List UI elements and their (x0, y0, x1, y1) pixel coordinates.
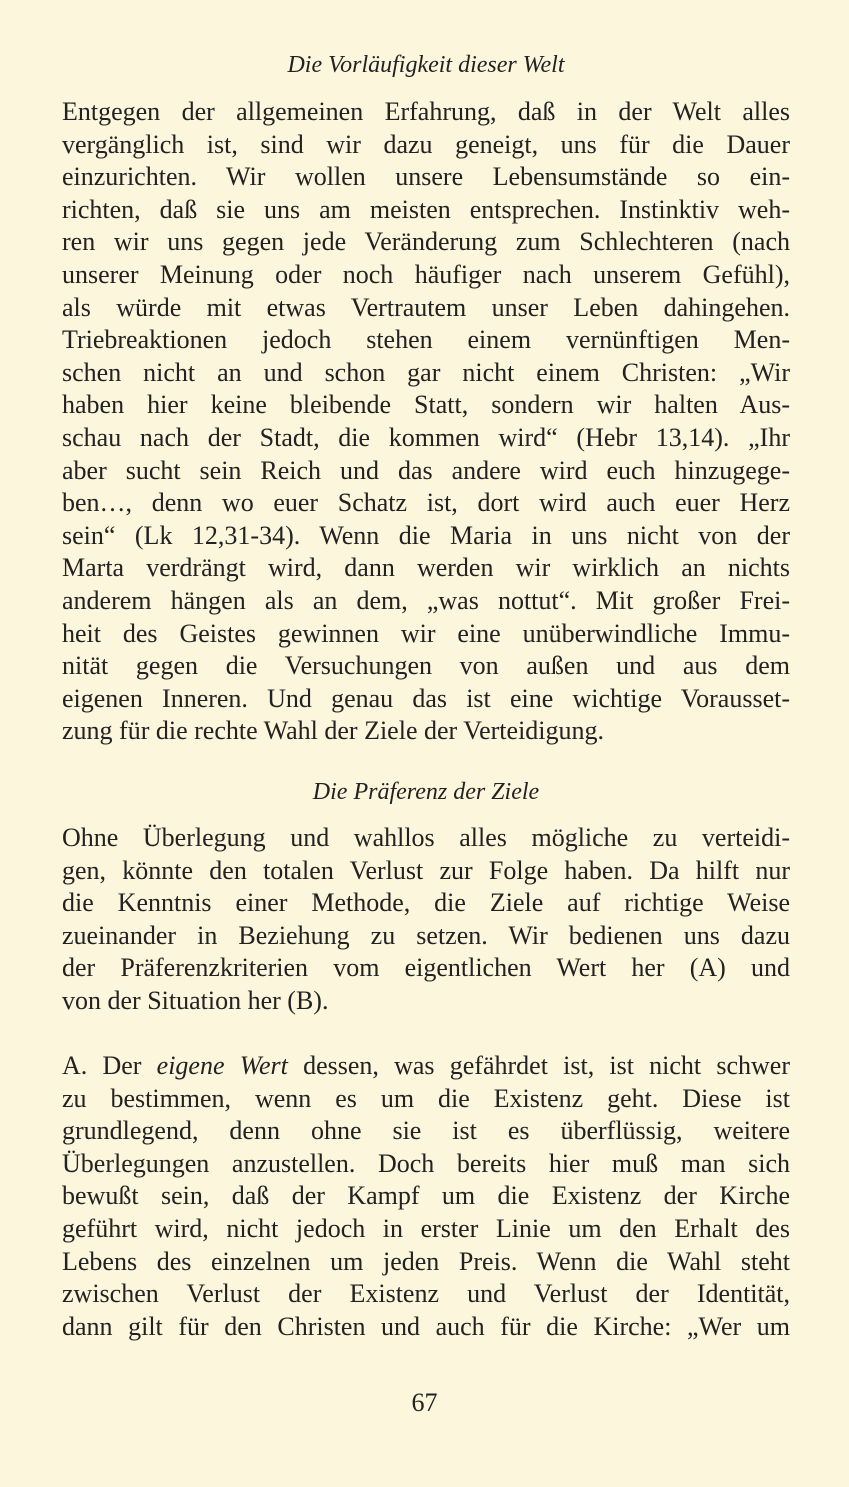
text-line: Triebreaktionen jedoch stehen einem vernünftigen Men- (62, 325, 790, 355)
text-line: geführt wird, nicht jedoch in erster Linie um den Erhalt des (62, 1213, 790, 1243)
text-line: sein“ (Lk 12,31-34). Wenn die Maria in uns nicht von der (62, 520, 790, 550)
text-line: die Kenntnis einer Methode, die Ziele auf richtige Weise (62, 888, 790, 918)
text-line: bewußt sein, daß der Kampf um die Existenz der Kirche (62, 1181, 790, 1211)
text-line: zueinander in Beziehung zu setzen. Wir bedienen uns dazu (62, 920, 790, 950)
text-line: grundlegend, denn ohne sie ist es überflüssig, weitere (62, 1116, 790, 1146)
text-segment: A. Der (62, 1051, 157, 1080)
section-heading-vorlaeufigkeit: Die Vorläufigkeit dieser Welt (287, 52, 565, 78)
text-segment: dessen, was gefährdet ist, ist nicht schwer (287, 1051, 790, 1080)
paragraph-praeferenz (62, 822, 790, 1018)
text-line: zu bestimmen, wenn es um die Existenz geht. Diese ist (62, 1083, 790, 1113)
text-line: einzurichten. Wir wollen unsere Lebensumstände so ein- (62, 162, 790, 192)
section-heading-praeferenz: Die Präferenz der Ziele (312, 779, 540, 805)
text-line: richten, daß sie uns am meisten entsprechen. Instinktiv weh- (62, 194, 790, 224)
text-line: ren wir uns gegen jede Veränderung zum Schlechteren (nach (62, 227, 790, 257)
page-number: 67 (411, 1388, 438, 1417)
text-line: unserer Meinung oder noch häufiger nach unserem Gefühl), (62, 259, 790, 289)
text-line: Marta verdrängt wird, dann werden wir wirklich an nichts (62, 553, 790, 583)
text-line: Lebens des einzelnen um jeden Preis. Wenn die Wahl steht (62, 1246, 790, 1276)
text-line: Ohne Überlegung und wahllos alles mögliche zu verteidi- (62, 823, 790, 852)
text-line: ben…, denn wo euer Schatz ist, dort wird auch euer Herz (62, 488, 790, 518)
text-line: von der Situation her (B). (62, 985, 329, 1015)
paragraph-eigener-wert (62, 1050, 790, 1343)
text-line: der Präferenzkriterien vom eigentlichen Wert her (A) und (62, 953, 790, 983)
text-line: haben hier keine bleibende Statt, sondern wir halten Aus- (62, 390, 790, 420)
text-line (62, 1050, 790, 1083)
italic-term: eigene Wert (156, 1051, 288, 1080)
text-line: schen nicht an und schon gar nicht einem Christen: „Wir (62, 357, 790, 387)
text-line: anderem hängen als an dem, „was nottut“. Mit großer Frei- (62, 585, 790, 615)
text-line: Überlegungen anzustellen. Doch bereits hier muß man sich (62, 1148, 790, 1178)
text-line: heit des Geistes gewinnen wir eine unüberwindliche Immu- (62, 618, 790, 648)
text-line: Entgegen der allgemeinen Erfahrung, daß in der Welt alles (62, 97, 790, 126)
text-line: nität gegen die Versuchungen von außen und aus dem (62, 651, 790, 681)
text-line: als würde mit etwas Vertrautem unser Leben dahingehen. (62, 292, 790, 322)
text-line: gen, könnte den totalen Verlust zur Folge haben. Da hilft nur (62, 855, 790, 885)
text-line: zwischen Verlust der Existenz und Verlust der Identität, (62, 1279, 790, 1309)
text-line: dann gilt für den Christen und auch für die Kirche: „Wer um (62, 1311, 790, 1341)
text-line: schau nach der Stadt, die kommen wird“ (Hebr 13,14). „Ihr (62, 422, 790, 452)
paragraph-vorlaeufigkeit (62, 96, 790, 748)
text-line: vergänglich ist, sind wir dazu geneigt, uns für die Dauer (62, 129, 790, 159)
text-line: aber sucht sein Reich und das andere wird euch hinzugege- (62, 455, 790, 485)
text-line: eigenen Inneren. Und genau das ist eine wichtige Vorausset- (62, 683, 790, 713)
text-line: zung für die rechte Wahl der Ziele der Verteidigung. (62, 716, 605, 746)
